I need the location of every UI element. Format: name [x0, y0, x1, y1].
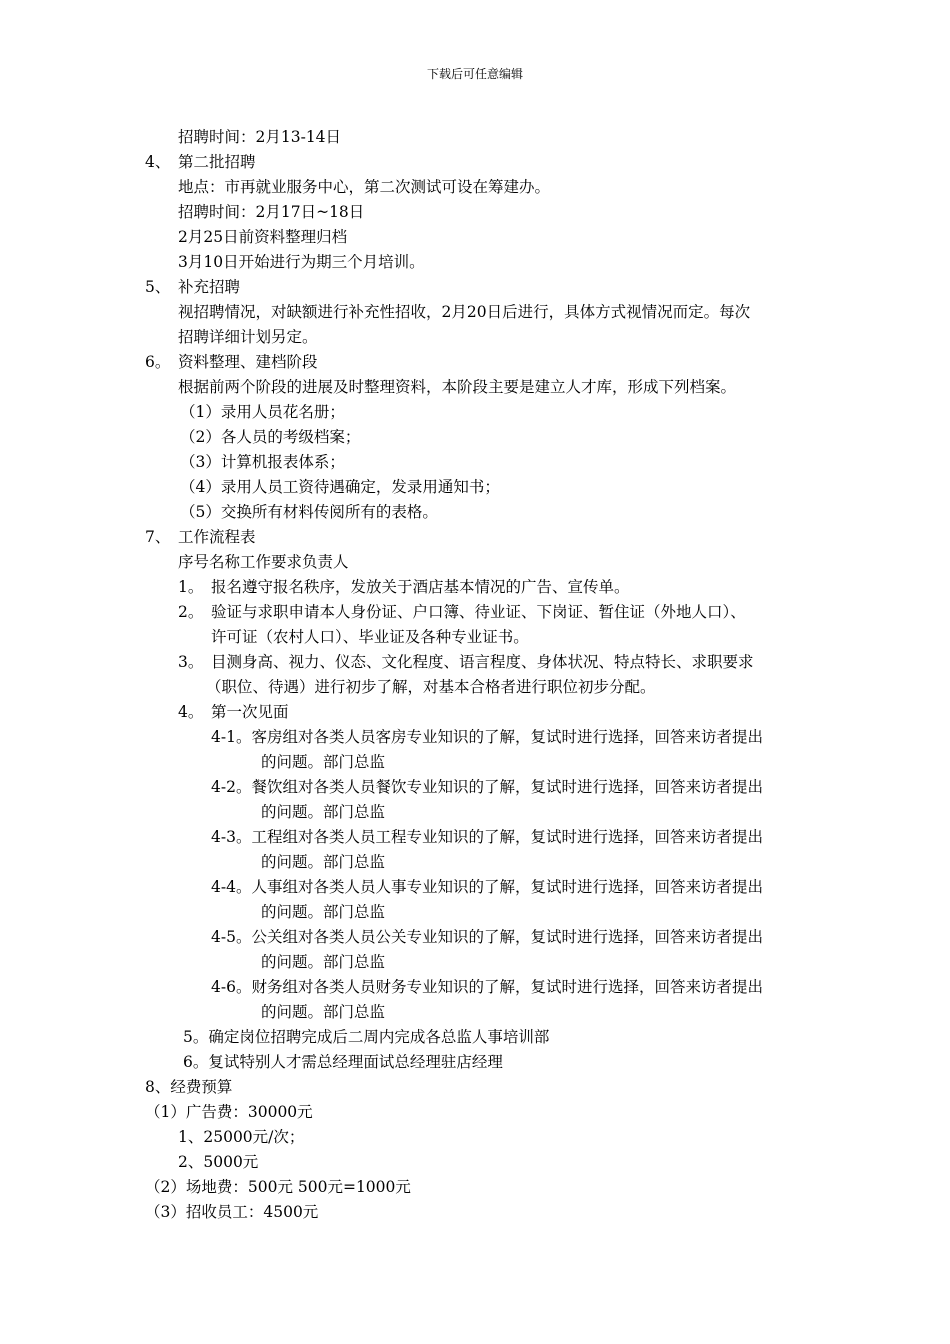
text-line: 招聘时间：2月17日~18日	[178, 203, 365, 221]
sub-step-text: 4-3。工程组对各类人员工程专业知识的了解，复试时进行选择，回答来访者提出	[211, 828, 763, 846]
sub-step-text: 4-1。客房组对各类人员客房专业知识的了解，复试时进行选择，回答来访者提出	[211, 728, 763, 746]
list-item: （4）录用人员工资待遇确定，发录用通知书；	[180, 478, 500, 496]
text-line: 地点：市再就业服务中心，第二次测试可设在筹建办。	[178, 178, 551, 196]
section-number: 4、	[145, 153, 171, 171]
section-heading: 资料整理、建档阶段	[178, 353, 318, 371]
step-number: 3。	[178, 653, 204, 671]
step-text: 第一次见面	[211, 703, 289, 721]
sub-step-text: 的问题。部门总监	[261, 953, 386, 971]
text-line: 根据前两个阶段的进展及时整理资料，本阶段主要是建立人才库，形成下列档案。	[178, 378, 737, 396]
budget-item: （2）场地费：500元 500元=1000元	[145, 1178, 411, 1196]
list-item: （5）交换所有材料传阅所有的表格。	[180, 503, 438, 521]
step-text: 目测身高、视力、仪态、文化程度、语言程度、身体状况、特点特长、求职要求	[211, 653, 754, 671]
sub-step-text: 4-6。财务组对各类人员财务专业知识的了解，复试时进行选择，回答来访者提出	[211, 978, 763, 996]
budget-item: （1）广告费：30000元	[145, 1103, 313, 1121]
step-text: 验证与求职申请本人身份证、户口簿、待业证、下岗证、暂住证（外地人口）、	[211, 603, 746, 621]
text-line: 3月10日开始进行为期三个月培训。	[178, 253, 425, 271]
section-number: 7、	[145, 528, 171, 546]
text-line: 2月25日前资料整理归档	[178, 228, 348, 246]
budget-sub-item: 2、5000元	[178, 1153, 259, 1171]
table-header-line: 序号名称工作要求负责人	[178, 553, 349, 571]
sub-step-text: 的问题。部门总监	[261, 1003, 386, 1021]
step-number: 1。	[178, 578, 204, 596]
list-item: （1）录用人员花名册；	[180, 403, 345, 421]
sub-step-text: 4-2。餐饮组对各类人员餐饮专业知识的了解，复试时进行选择，回答来访者提出	[211, 778, 763, 796]
sub-step-text: 4-5。公关组对各类人员公关专业知识的了解，复试时进行选择，回答来访者提出	[211, 928, 763, 946]
text-line: 招聘时间：2月13-14日	[178, 128, 342, 146]
sub-step-text: 的问题。部门总监	[261, 853, 386, 871]
text-line: 招聘详细计划另定。	[178, 328, 318, 346]
section-number: 6。	[145, 353, 171, 371]
step-text: （职位、待遇）进行初步了解，对基本合格者进行职位初步分配。	[206, 678, 656, 696]
sub-step-text: 的问题。部门总监	[261, 903, 386, 921]
sub-step-text: 的问题。部门总监	[261, 803, 386, 821]
section-heading: 工作流程表	[178, 528, 256, 546]
page-header: 下载后可任意编辑	[426, 67, 523, 81]
step-text: 报名遵守报名秩序，发放关于酒店基本情况的广告、宣传单。	[211, 578, 630, 596]
section-heading: 8、经费预算	[145, 1078, 233, 1096]
section-number: 5、	[145, 278, 171, 296]
budget-sub-item: 1、25000元/次；	[178, 1128, 305, 1146]
step-number: 2。	[178, 603, 204, 621]
section-heading: 第二批招聘	[178, 153, 256, 171]
step-text: 5。确定岗位招聘完成后二周内完成各总监人事培训部	[183, 1028, 550, 1046]
step-text: 许可证（农村人口）、毕业证及各种专业证书。	[211, 628, 529, 646]
step-number: 4。	[178, 703, 204, 721]
list-item: （2）各人员的考级档案；	[180, 428, 361, 446]
text-line: 视招聘情况，对缺额进行补充性招收，2月20日后进行，具体方式视情况而定。每次	[178, 303, 751, 321]
step-text: 6。复试特别人才需总经理面试总经理驻店经理	[183, 1053, 503, 1071]
list-item: （3）计算机报表体系；	[180, 453, 345, 471]
sub-step-text: 4-4。人事组对各类人员人事专业知识的了解，复试时进行选择，回答来访者提出	[211, 878, 763, 896]
section-heading: 补充招聘	[178, 278, 241, 296]
budget-item: （3）招收员工：4500元	[145, 1203, 319, 1221]
sub-step-text: 的问题。部门总监	[261, 753, 386, 771]
